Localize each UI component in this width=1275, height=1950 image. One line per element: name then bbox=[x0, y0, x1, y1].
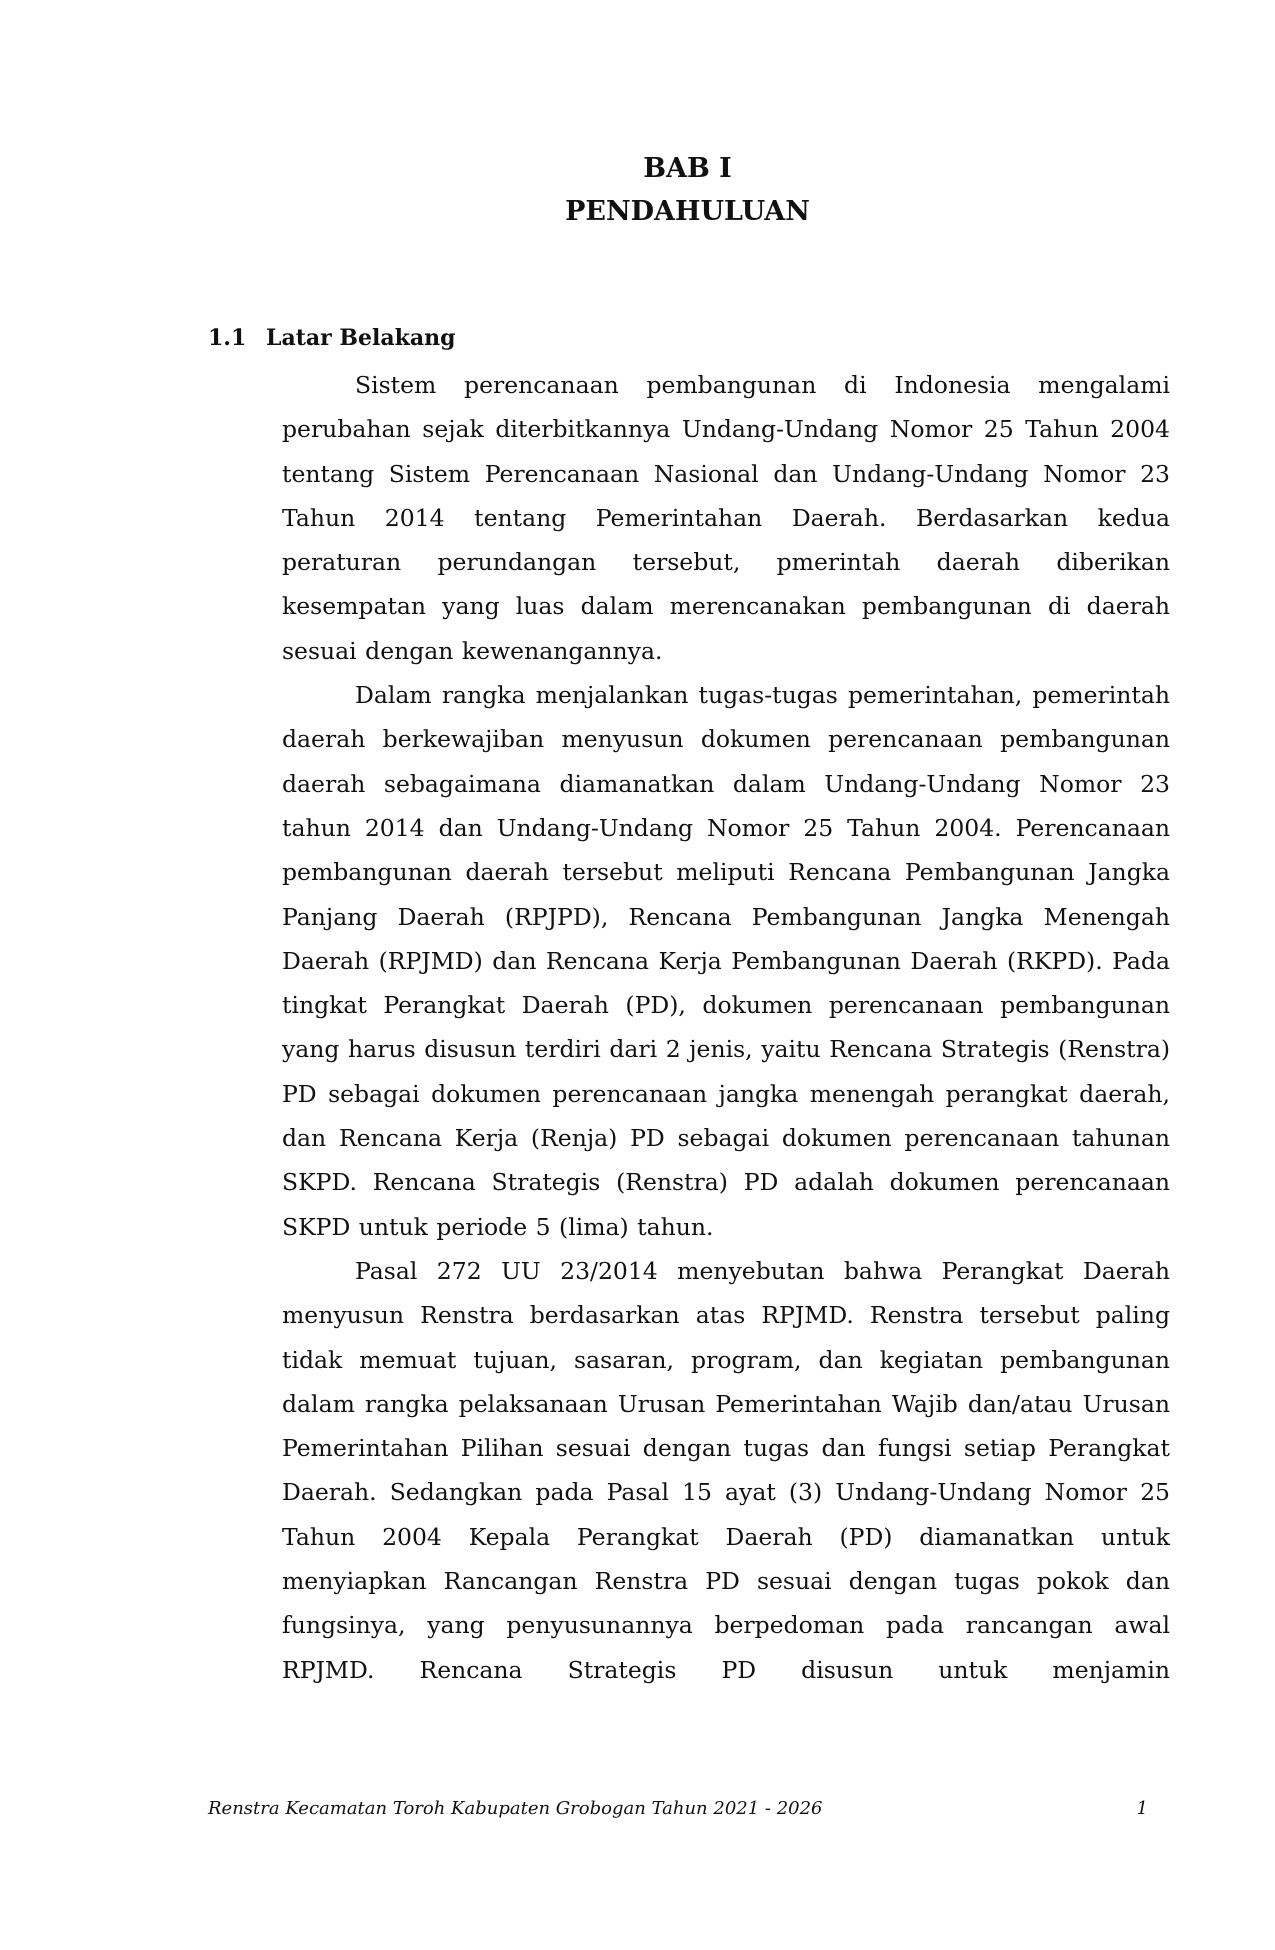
page-number: 1 bbox=[1136, 1798, 1148, 1819]
chapter-title: PENDAHULUAN bbox=[565, 196, 810, 227]
paragraph-2: Dalam rangka menjalankan tugas-tugas pemerintahan, pemerintah daerah berkewajiban menyusun dokumen perencanaan pembangunan daerah sebagaimana diamanatkan dalam Undang-Undang Nomor 23 tahun 2014 dan Undang-Undang Nomor 25 Tahun 2004. Perencanaan pembangunan daerah tersebut meliputi Rencana Pembangunan Jangka Panjang Daerah (RPJPD), Rencana Pembangunan Jangka Menengah Daerah (RPJMD) dan Rencana Kerja Pembangunan Daerah (RKPD). Pada tingkat Perangkat Daerah (PD), dokumen perencanaan pembangunan yang harus disusun terdiri dari 2 jenis, yaitu Rencana Strategis (Renstra) PD sebagai dokumen perencanaan jangka menengah perangkat daerah, dan Rencana Kerja (Renja) PD sebagai dokumen perencanaan tahunan SKPD. Rencana Strategis (Renstra) PD adalah dokumen perencanaan SKPD untuk periode 5 (lima) tahun. bbox=[282, 681, 1170, 1241]
body-text bbox=[282, 363, 1170, 1692]
section-title: Latar Belakang bbox=[266, 325, 456, 351]
paragraph-3: Pasal 272 UU 23/2014 menyebutan bahwa Perangkat Daerah menyusun Renstra berdasarkan atas RPJMD. Renstra tersebut paling tidak memuat tujuan, sasaran, program, dan kegiatan pembangunan dalam rangka pelaksanaan Urusan Pemerintahan Wajib dan/atau Urusan Pemerintahan Pilihan sesuai dengan tugas dan fungsi setiap Perangkat Daerah. Sedangkan pada Pasal 15 ayat (3) Undang-Undang Nomor 25 Tahun 2004 Kepala Perangkat Daerah (PD) diamanatkan untuk menyiapkan Rancangan Renstra PD sesuai dengan tugas pokok dan fungsinya, yang penyusunannya berpedoman pada rancangan awal RPJMD. Rencana Strategis PD disusun untuk menjamin bbox=[282, 1256, 1170, 1684]
paragraph-1: Sistem perencanaan pembangunan di Indonesia mengalami perubahan sejak diterbitkannya Undang-Undang Nomor 25 Tahun 2004 tentang Sistem Perencanaan Nasional dan Undang-Undang Nomor 23 Tahun 2014 tentang Pemerintahan Daerah. Berdasarkan kedua peraturan perundangan tersebut, pmerintah daerah diberikan kesempatan yang luas dalam merencanakan pembangunan di daerah sesuai dengan kewenangannya. bbox=[282, 371, 1170, 665]
footer-title: Renstra Kecamatan Toroh Kabupaten Grobogan Tahun 2021 - 2026 bbox=[208, 1798, 823, 1819]
chapter-heading bbox=[0, 147, 1275, 233]
section-heading bbox=[208, 322, 455, 354]
chapter-number: BAB I bbox=[643, 153, 732, 184]
section-number: 1.1 bbox=[208, 325, 247, 351]
